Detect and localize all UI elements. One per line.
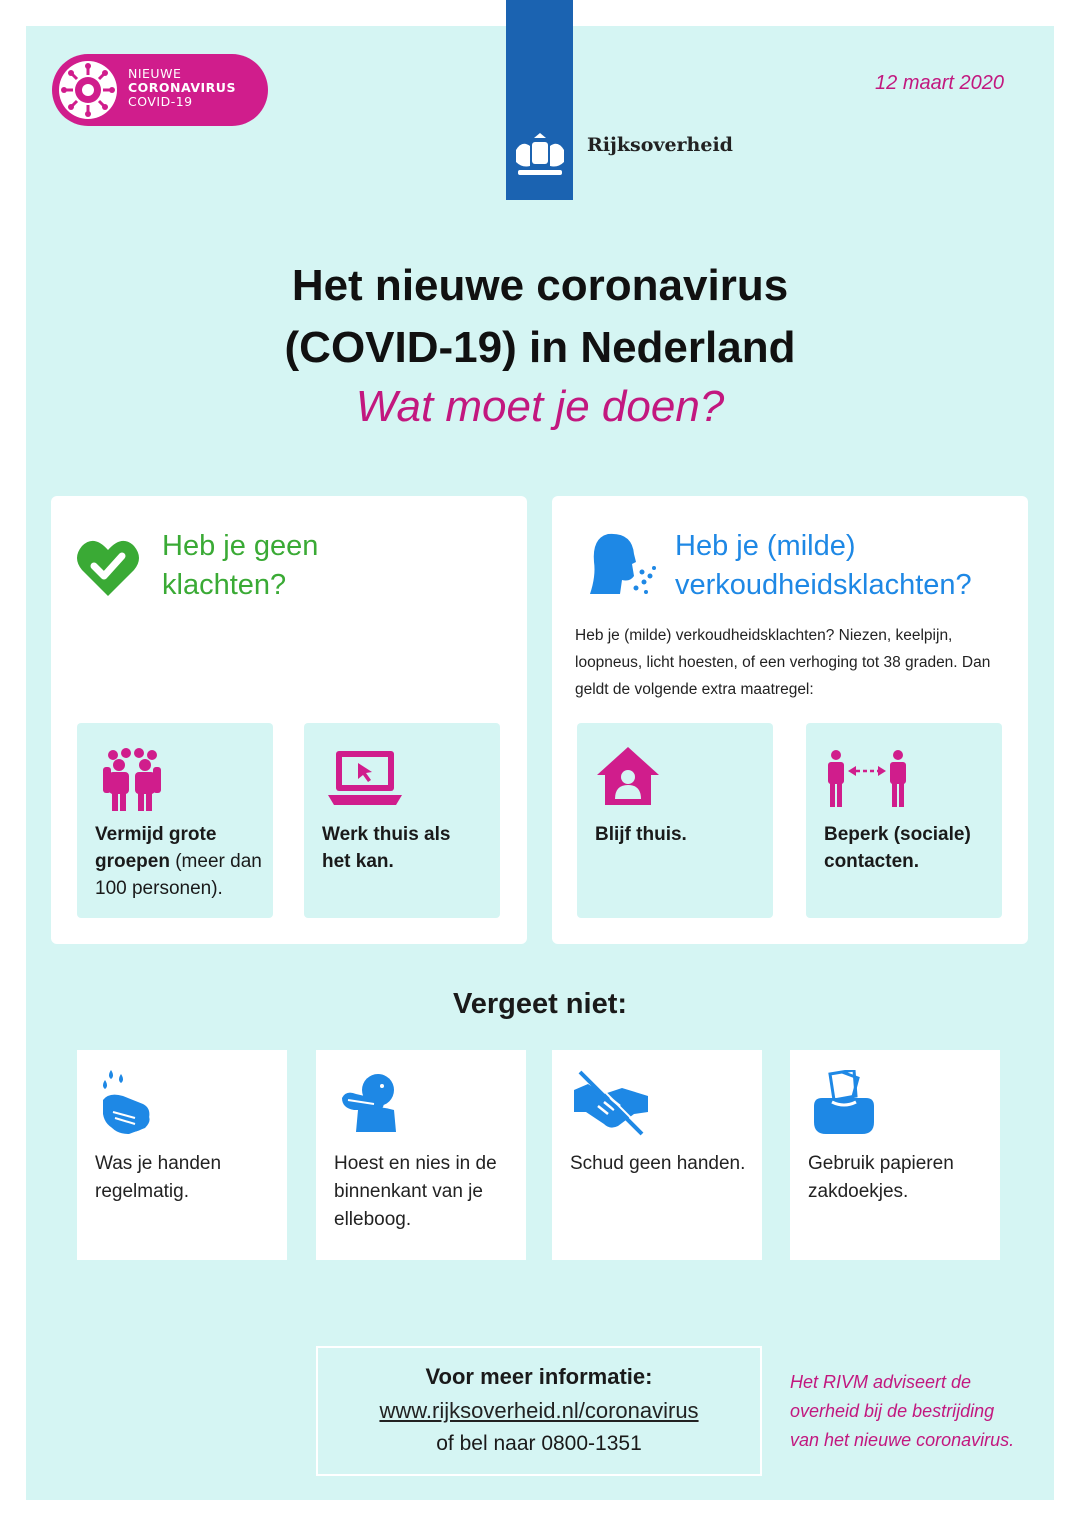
badge-text	[128, 67, 236, 109]
tip-card	[77, 1050, 287, 1260]
government-ribbon	[506, 0, 573, 200]
card-label-bold: Beperk (sociale) contacten.	[824, 824, 971, 872]
tip-label: Schud geen handen.	[570, 1153, 746, 1174]
heading-line: verkoudheidsklachten?	[675, 569, 972, 601]
info-link[interactable]: www.rijksoverheid.nl/coronavirus	[379, 1398, 699, 1423]
more-info-box	[316, 1346, 762, 1476]
limit-contacts-card	[806, 723, 1002, 918]
phone-number: of bel naar 0800-1351	[436, 1432, 642, 1455]
covid-badge	[52, 54, 268, 126]
page-title-line-2: (COVID-19) in Nederland	[284, 323, 796, 372]
heading-line: Heb je geen	[162, 530, 319, 562]
coat-of-arms-icon	[512, 132, 568, 182]
mild-symptoms-heading	[675, 527, 972, 605]
tip-card	[316, 1050, 526, 1260]
hand-wash-icon	[99, 1070, 155, 1136]
green-heart-check-icon	[76, 536, 140, 598]
work-home-card	[304, 723, 500, 918]
sneezing-person-icon	[588, 532, 660, 604]
card-label	[595, 821, 765, 848]
tip-label: Hoest en nies in de binnenkant van je elleboog.	[334, 1153, 497, 1230]
stay-home-card	[577, 723, 773, 918]
tip-label: Gebruik papieren zakdoekjes.	[808, 1153, 954, 1202]
date: 12 maart 2020	[875, 72, 1004, 94]
card-label	[95, 821, 265, 902]
tip-label: Was je handen regelmatig.	[95, 1153, 222, 1202]
badge-line: NIEUWE	[128, 66, 182, 81]
page-subtitle: Wat moet je doen?	[355, 382, 725, 431]
tissue-box-icon	[812, 1070, 876, 1136]
laptop-icon	[328, 751, 402, 807]
symptoms-description: Heb je (milde) verkoudheidsklachten? Niezen, keelpijn, loopneus, licht hoesten, of een verhoging tot 38 graden. Dan geldt de volgende extra maatregel:	[575, 627, 991, 698]
card-label	[824, 821, 994, 875]
card-label-bold: Werk thuis als het kan.	[322, 824, 451, 872]
group-of-people-icon	[101, 747, 163, 811]
heading-line: Heb je (milde)	[675, 530, 856, 562]
page-title-line-1: Het nieuwe coronavirus	[291, 261, 789, 310]
cough-elbow-icon	[338, 1070, 400, 1132]
badge-line: COVID-19	[128, 94, 193, 109]
brand-name: Rijksoverheid	[587, 134, 733, 156]
avoid-groups-card	[77, 723, 273, 918]
house-icon	[597, 747, 659, 805]
tip-card	[552, 1050, 762, 1260]
no-symptoms-heading	[162, 527, 318, 605]
rivm-note: Het RIVM adviseert de overheid bij de bestrijding van het nieuwe coronavirus.	[790, 1372, 1015, 1450]
forget-heading: Vergeet niet:	[452, 988, 628, 1020]
virus-icon	[58, 60, 118, 120]
social-distance-icon	[826, 749, 908, 807]
heading-line: klachten?	[162, 569, 287, 601]
badge-line: CORONAVIRUS	[128, 80, 236, 95]
card-label	[322, 821, 472, 875]
no-handshake-icon	[574, 1070, 648, 1136]
card-label-rest: (meer dan 100 personen).	[95, 851, 262, 899]
tip-card	[790, 1050, 1000, 1260]
card-label-bold: Blijf thuis.	[595, 824, 687, 845]
card-label-bold: Vermijd grote groepen	[95, 824, 217, 872]
more-info-heading: Voor meer informatie:	[425, 1364, 653, 1389]
